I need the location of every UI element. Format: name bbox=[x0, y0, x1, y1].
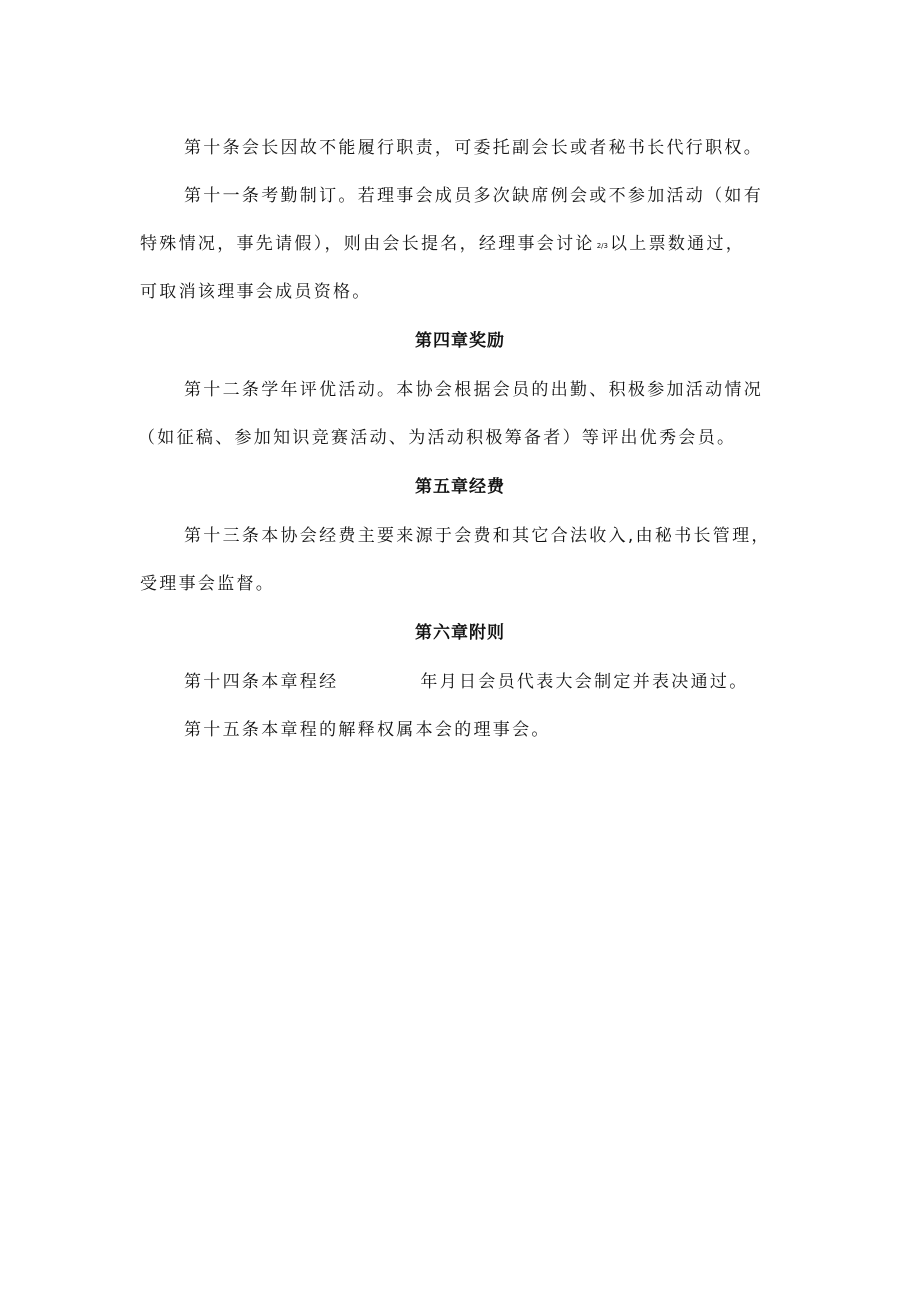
article-14-start: 第十四条本章程经 bbox=[184, 672, 339, 692]
article-15: 第十五条本章程的解释权属本会的理事会。 bbox=[184, 720, 551, 740]
chapter-4-heading: 第四章奖励 bbox=[415, 331, 505, 351]
article-14 bbox=[184, 670, 749, 694]
article-12-line-1: 第十二条学年评优活动。本协会根据会员的出勤、积极参加活动情况 bbox=[184, 380, 763, 400]
article-14-end: 年月日会员代表大会制定并表决通过。 bbox=[420, 672, 749, 692]
article-10: 第十条会长因故不能履行职责，可委托副会长或者秘书长代行职权。 bbox=[184, 138, 763, 158]
article-13-line-1: 第十三条本协会经费主要来源于会费和其它合法收入,由秘书长管理， bbox=[184, 526, 771, 546]
vote-fraction: 2/3 bbox=[596, 242, 608, 250]
article-12-line-2: （如征稿、参加知识竞赛活动、为活动积极筹备者）等评出优秀会员。 bbox=[138, 428, 737, 448]
article-11-line-1: 第十一条考勤制订。若理事会成员多次缺席例会或不参加活动（如有 bbox=[184, 186, 763, 206]
article-11-line-2-end: 以上票数通过， bbox=[609, 234, 746, 254]
article-11-line-3: 可取消该理事会成员资格。 bbox=[140, 282, 372, 302]
article-11-line-2 bbox=[140, 232, 745, 258]
article-11-line-2-start: 特殊情况，事先请假），则由会长提名，经理事会讨论 bbox=[140, 234, 595, 254]
article-13-line-2: 受理事会监督。 bbox=[140, 574, 276, 594]
chapter-5-heading: 第五章经费 bbox=[415, 477, 505, 497]
chapter-6-heading: 第六章附则 bbox=[415, 623, 505, 643]
